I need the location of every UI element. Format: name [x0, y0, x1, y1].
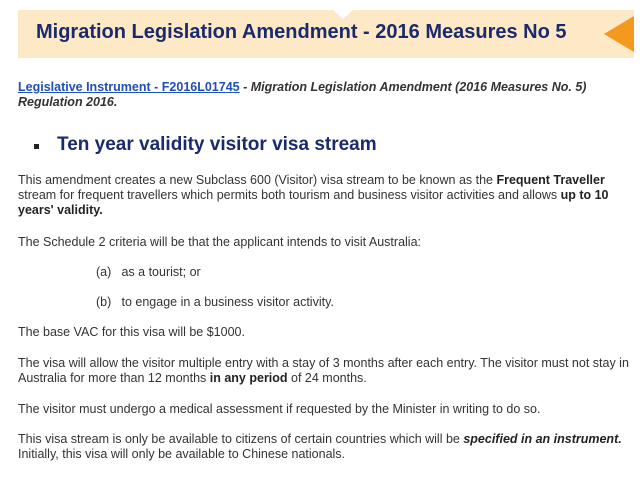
intro-description: Migration Legislation Amendment (2016 Measures No. 5) Regulation 2016.: [18, 80, 587, 109]
p6-text-a: This visa stream is only be available to citizens of certain countries which will be: [18, 432, 464, 446]
p1-bold-stream: Frequent Traveller: [496, 173, 605, 187]
p4-text-a: The visa will allow the visitor multiple entry with a stay of 3 months after each entry. The visitor must not stay in Australia for more than 12 months: [18, 356, 629, 385]
legislative-instrument-link[interactable]: Legislative Instrument - F2016L01745: [18, 80, 240, 94]
square-bullet-icon: [34, 144, 39, 149]
criteria-label: (a): [96, 265, 112, 279]
p6-bold-specified: specified in an instrument.: [463, 432, 622, 446]
criteria-text: as a tourist; or: [121, 265, 201, 279]
section-heading-row: [34, 134, 377, 156]
p4-bold-period: in any period: [209, 371, 288, 385]
section-heading: Ten year validity visitor visa stream: [57, 134, 377, 155]
paragraph-multiple-entry: [18, 356, 634, 386]
p1-text-a: This amendment creates a new Subclass 600 (Visitor) visa stream to be known as the: [18, 173, 497, 187]
p1-bold-validity: up to 10 years' validity.: [18, 188, 609, 217]
paragraph-schedule-criteria: The Schedule 2 criteria will be that the applicant intends to visit Australia:: [18, 235, 421, 249]
left-arrow-icon: [604, 16, 634, 52]
p1-text-c: stream for frequent travellers which permits both tourism and business visitor activities and allows: [18, 188, 561, 202]
title-banner: [18, 10, 634, 58]
criteria-item-a: [96, 265, 201, 279]
banner-notch: [333, 10, 353, 19]
p4-text-c: of 24 months.: [287, 371, 367, 385]
intro-paragraph: [18, 80, 638, 110]
criteria-text: to engage in a business visitor activity.: [121, 295, 334, 309]
paragraph-medical-assessment: The visitor must undergo a medical assessment if requested by the Minister in writing to do so.: [18, 402, 541, 416]
paragraph-eligible-countries: [18, 432, 634, 462]
intro-dash: -: [239, 80, 251, 94]
page-title: Migration Legislation Amendment - 2016 Measures No 5: [36, 21, 567, 43]
criteria-label: (b): [96, 295, 112, 309]
criteria-item-b: [96, 295, 334, 309]
paragraph-frequent-traveller: [18, 173, 634, 218]
p6-text-c: Initially, this visa will only be available to Chinese nationals.: [18, 447, 346, 461]
paragraph-base-vac: The base VAC for this visa will be $1000.: [18, 325, 245, 339]
